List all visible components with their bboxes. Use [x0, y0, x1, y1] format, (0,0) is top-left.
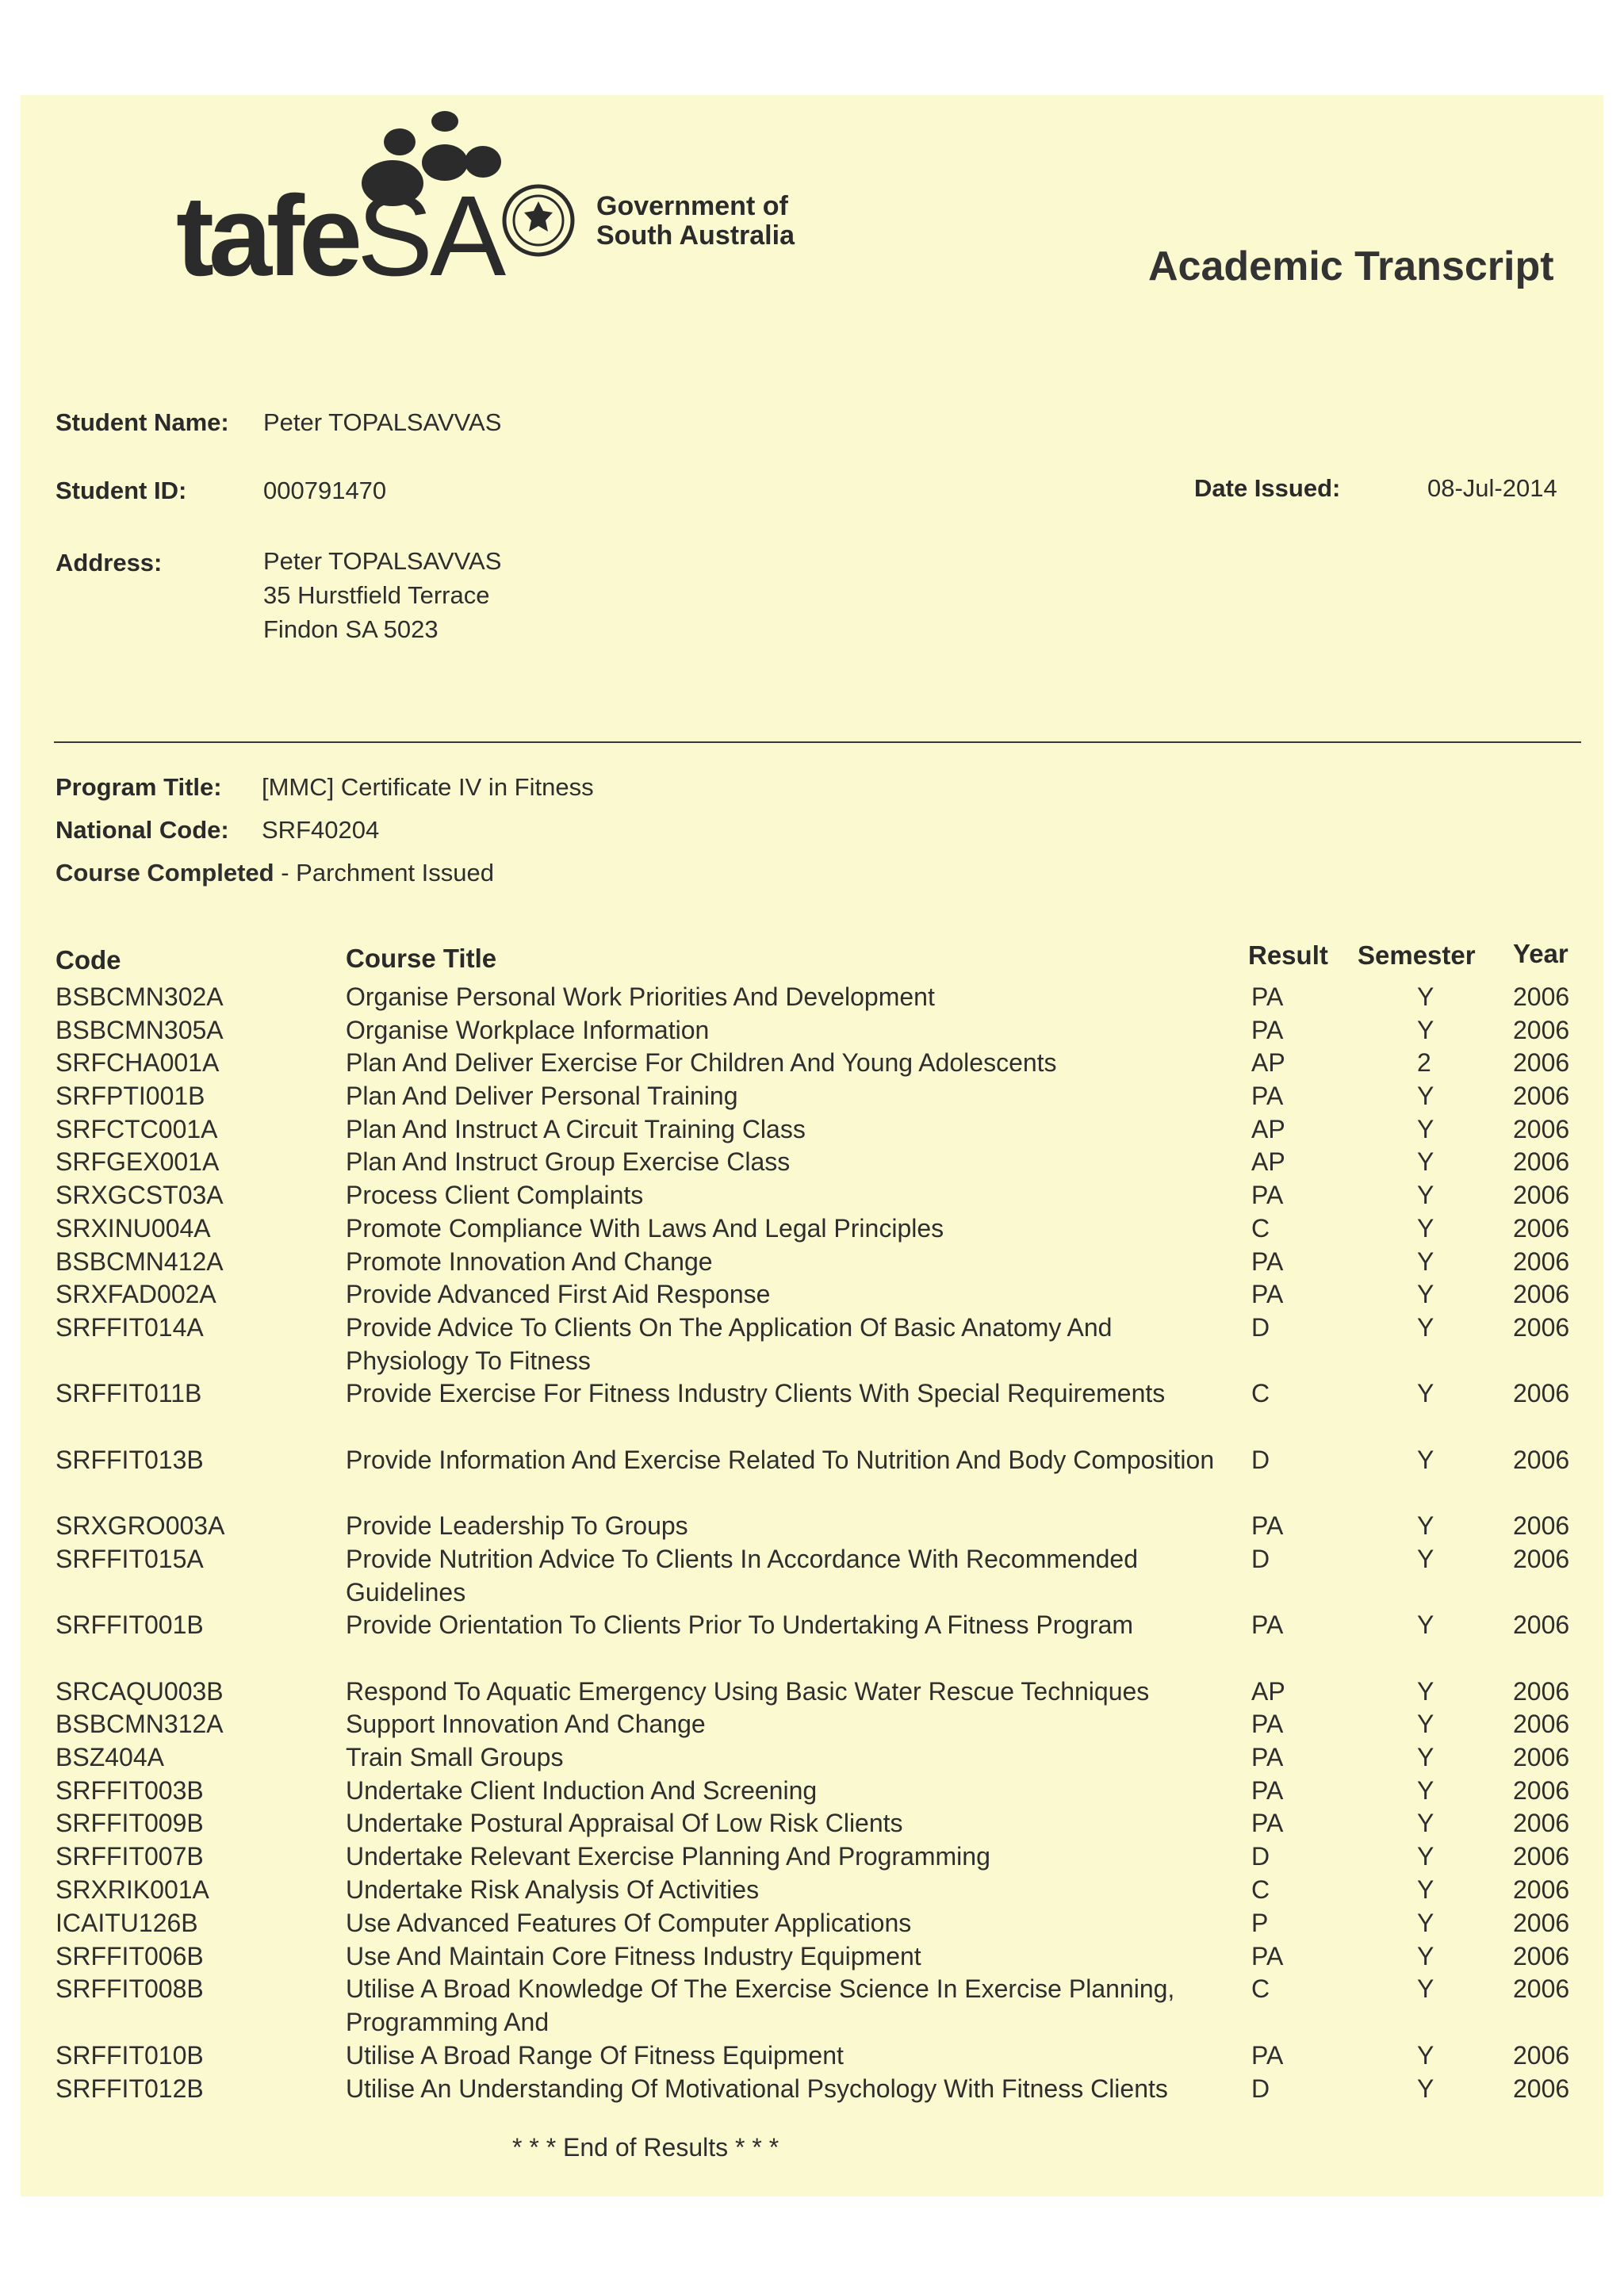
table-row	[0, 1906, 1624, 1940]
semester: Y	[1417, 1842, 1434, 1871]
unit-code: SRFFIT011B	[56, 1379, 202, 1407]
student-id-label: Student ID:	[56, 477, 187, 504]
result: PA	[1251, 1181, 1284, 1209]
course-title: Utilise A Broad Knowledge Of The Exercise Science In Exercise Planning, Programming And	[346, 1974, 1175, 2036]
result: D	[1251, 1446, 1270, 1474]
semester: Y	[1417, 1909, 1434, 1937]
address-label: Address:	[56, 549, 163, 576]
course-title: Use And Maintain Core Fitness Industry Equipment	[346, 1942, 921, 1970]
col-header-course-title: Course Title	[346, 944, 497, 973]
result: C	[1251, 1214, 1270, 1243]
date-issued: 08-Jul-2014	[1427, 474, 1557, 502]
course-status-rest: - Parchment Issued	[274, 859, 495, 887]
semester: Y	[1417, 1610, 1434, 1639]
result: D	[1251, 1545, 1270, 1573]
table-row	[0, 1443, 1624, 1476]
col-header-year: Year	[1513, 939, 1568, 968]
semester: Y	[1417, 1677, 1434, 1706]
semester: Y	[1417, 1511, 1434, 1540]
unit-code: SRXFAD002A	[56, 1280, 216, 1308]
result: AP	[1251, 1048, 1285, 1077]
table-row	[0, 1806, 1624, 1840]
course-title: Use Advanced Features Of Computer Applications	[346, 1909, 912, 1937]
logo-dot	[431, 111, 458, 132]
year: 2006	[1513, 2074, 1570, 2103]
year: 2006	[1513, 1048, 1570, 1077]
year: 2006	[1513, 1446, 1570, 1474]
result: PA	[1251, 1942, 1284, 1970]
course-title: Provide Advice To Clients On The Application Of Basic Anatomy And Physiology To Fitness	[346, 1313, 1113, 1375]
unit-code: BSZ404A	[56, 1743, 164, 1771]
semester: Y	[1417, 1379, 1434, 1407]
semester: Y	[1417, 1313, 1434, 1342]
result: C	[1251, 1379, 1270, 1407]
unit-code: SRFFIT009B	[56, 1809, 204, 1837]
semester: Y	[1417, 1016, 1434, 1044]
program-title: [MMC] Certificate IV in Fitness	[262, 773, 594, 801]
result: PA	[1251, 982, 1284, 1011]
table-row	[0, 2039, 1624, 2072]
table-row	[0, 1113, 1624, 1146]
result: C	[1251, 1875, 1270, 1904]
year: 2006	[1513, 1247, 1570, 1276]
result: C	[1251, 1974, 1270, 2003]
result: AP	[1251, 1677, 1285, 1706]
result: PA	[1251, 1776, 1284, 1805]
semester: Y	[1417, 2074, 1434, 2103]
course-title: Process Client Complaints	[346, 1181, 644, 1209]
year: 2006	[1513, 1115, 1570, 1143]
table-row	[0, 1145, 1624, 1178]
unit-code: SRFPTI001B	[56, 1082, 205, 1110]
year: 2006	[1513, 1710, 1570, 1738]
result: PA	[1251, 1743, 1284, 1771]
semester: Y	[1417, 1446, 1434, 1474]
semester: Y	[1417, 1809, 1434, 1837]
student-name: Peter TOPALSAVVAS	[263, 408, 502, 436]
national-code-label: National Code:	[56, 816, 229, 844]
section-divider	[54, 741, 1581, 743]
semester: Y	[1417, 982, 1434, 1011]
unit-code: SRFFIT003B	[56, 1776, 204, 1805]
unit-code: SRXRIK001A	[56, 1875, 209, 1904]
table-row	[0, 1940, 1624, 1973]
year: 2006	[1513, 1809, 1570, 1837]
end-of-results: * * * End of Results * * *	[512, 2133, 779, 2162]
semester: 2	[1417, 1048, 1431, 1077]
year: 2006	[1513, 1909, 1570, 1937]
year: 2006	[1513, 1511, 1570, 1540]
year: 2006	[1513, 2041, 1570, 2070]
year: 2006	[1513, 1082, 1570, 1110]
student-name-label: Student Name:	[56, 408, 229, 436]
course-title: Provide Advanced First Aid Response	[346, 1280, 771, 1308]
year: 2006	[1513, 1147, 1570, 1176]
table-row	[0, 1245, 1624, 1278]
table-row	[0, 1046, 1624, 1079]
table-row	[0, 1178, 1624, 1212]
unit-code: BSBCMN305A	[56, 1016, 224, 1044]
year: 2006	[1513, 1776, 1570, 1805]
result: D	[1251, 1313, 1270, 1342]
course-status-bold: Course Completed	[56, 859, 274, 887]
address-block	[263, 544, 501, 646]
result: AP	[1251, 1147, 1285, 1176]
table-row	[0, 1013, 1624, 1047]
course-title: Utilise A Broad Range Of Fitness Equipment	[346, 2041, 844, 2070]
unit-code: SRFFIT008B	[56, 1974, 204, 2003]
year: 2006	[1513, 1842, 1570, 1871]
unit-code: SRCAQU003B	[56, 1677, 224, 1706]
course-title: Organise Personal Work Priorities And Development	[346, 982, 935, 1011]
course-title: Plan And Deliver Exercise For Children And Young Adolescents	[346, 1048, 1057, 1077]
table-row	[0, 1212, 1624, 1245]
course-title: Undertake Postural Appraisal Of Low Risk Clients	[346, 1809, 903, 1837]
unit-code: SRFFIT015A	[56, 1545, 204, 1573]
unit-code: SRFFIT012B	[56, 2074, 204, 2103]
unit-code: ICAITU126B	[56, 1909, 198, 1937]
program-title-label: Program Title:	[56, 773, 222, 801]
unit-code: SRFFIT013B	[56, 1446, 204, 1474]
course-title: Provide Orientation To Clients Prior To Undertaking A Fitness Program	[346, 1610, 1134, 1639]
unit-code: SRXGRO003A	[56, 1511, 225, 1540]
unit-code: SRFGEX001A	[56, 1147, 220, 1176]
year: 2006	[1513, 1942, 1570, 1970]
address-line: Findon SA 5023	[263, 615, 439, 643]
table-row	[0, 1707, 1624, 1741]
year: 2006	[1513, 1743, 1570, 1771]
course-title: Provide Nutrition Advice To Clients In Accordance With Recommended Guidelines	[346, 1545, 1138, 1607]
unit-code: SRFFIT001B	[56, 1610, 204, 1639]
table-row	[0, 1377, 1624, 1410]
unit-code: SRXGCST03A	[56, 1181, 224, 1209]
semester: Y	[1417, 1776, 1434, 1805]
semester: Y	[1417, 1181, 1434, 1209]
course-title: Promote Innovation And Change	[346, 1247, 713, 1276]
course-title: Plan And Instruct A Circuit Training Class	[346, 1115, 806, 1143]
course-title: Promote Compliance With Laws And Legal Principles	[346, 1214, 944, 1243]
table-row	[0, 1741, 1624, 1774]
course-title: Plan And Instruct Group Exercise Class	[346, 1147, 791, 1176]
unit-code: SRFCHA001A	[56, 1048, 220, 1077]
unit-code: BSBCMN412A	[56, 1247, 224, 1276]
unit-code: SRFCTC001A	[56, 1115, 218, 1143]
year: 2006	[1513, 1280, 1570, 1308]
semester: Y	[1417, 1280, 1434, 1308]
result: PA	[1251, 1809, 1284, 1837]
result: PA	[1251, 1511, 1284, 1540]
result: PA	[1251, 1280, 1284, 1308]
address-line: 35 Hurstfield Terrace	[263, 581, 490, 609]
year: 2006	[1513, 1610, 1570, 1639]
semester: Y	[1417, 1942, 1434, 1970]
result: PA	[1251, 1016, 1284, 1044]
address-line: Peter TOPALSAVVAS	[263, 547, 502, 575]
col-header-result: Result	[1248, 940, 1328, 970]
table-row	[0, 1873, 1624, 1906]
result: D	[1251, 2074, 1270, 2103]
course-title: Provide Exercise For Fitness Industry Clients With Special Requirements	[346, 1379, 1166, 1407]
course-title: Respond To Aquatic Emergency Using Basic Water Rescue Techniques	[346, 1677, 1150, 1706]
semester: Y	[1417, 1214, 1434, 1243]
table-row	[0, 1311, 1624, 1375]
year: 2006	[1513, 1875, 1570, 1904]
result: PA	[1251, 1082, 1284, 1110]
col-header-semester: Semester	[1358, 940, 1476, 970]
course-title: Plan And Deliver Personal Training	[346, 1082, 738, 1110]
year: 2006	[1513, 1545, 1570, 1573]
year: 2006	[1513, 1016, 1570, 1044]
year: 2006	[1513, 1313, 1570, 1342]
logo-wordmark: tafeSA	[176, 172, 504, 300]
unit-code: SRFFIT006B	[56, 1942, 204, 1970]
table-row	[0, 1542, 1624, 1607]
year: 2006	[1513, 1214, 1570, 1243]
course-title: Undertake Relevant Exercise Planning And Programming	[346, 1842, 990, 1871]
unit-code: SRFFIT010B	[56, 2041, 204, 2070]
semester: Y	[1417, 1545, 1434, 1573]
unit-code: BSBCMN302A	[56, 982, 224, 1011]
government-of-south-australia: Government of South Australia	[596, 191, 795, 251]
course-title: Organise Workplace Information	[346, 1016, 710, 1044]
table-row	[0, 1608, 1624, 1641]
result: PA	[1251, 1710, 1284, 1738]
unit-code: SRFFIT014A	[56, 1313, 204, 1342]
semester: Y	[1417, 1875, 1434, 1904]
table-row	[0, 980, 1624, 1013]
course-title: Support Innovation And Change	[346, 1710, 706, 1738]
tafesa-logo	[152, 111, 660, 300]
semester: Y	[1417, 1743, 1434, 1771]
course-title: Provide Leadership To Groups	[346, 1511, 688, 1540]
course-title: Train Small Groups	[346, 1743, 564, 1771]
table-row	[0, 1079, 1624, 1113]
course-title: Utilise An Understanding Of Motivational Psychology With Fitness Clients	[346, 2074, 1168, 2103]
document-title: Academic Transcript	[1148, 243, 1554, 289]
student-id: 000791470	[263, 477, 387, 504]
government-seal-icon	[502, 184, 575, 257]
table-row	[0, 2072, 1624, 2105]
result: PA	[1251, 1610, 1284, 1639]
year: 2006	[1513, 982, 1570, 1011]
semester: Y	[1417, 1974, 1434, 2003]
year: 2006	[1513, 1677, 1570, 1706]
semester: Y	[1417, 1082, 1434, 1110]
table-row	[0, 1774, 1624, 1807]
table-row	[0, 1509, 1624, 1542]
table-row	[0, 1840, 1624, 1873]
date-issued-label: Date Issued:	[1194, 474, 1341, 502]
unit-code: SRXINU004A	[56, 1214, 211, 1243]
semester: Y	[1417, 1147, 1434, 1176]
table-row	[0, 1972, 1624, 2036]
table-row	[0, 1675, 1624, 1708]
semester: Y	[1417, 1115, 1434, 1143]
result: PA	[1251, 1247, 1284, 1276]
unit-code: SRFFIT007B	[56, 1842, 204, 1871]
national-code: SRF40204	[262, 816, 380, 844]
col-header-code: Code	[56, 945, 121, 975]
year: 2006	[1513, 1379, 1570, 1407]
course-title: Undertake Risk Analysis Of Activities	[346, 1875, 760, 1904]
result: PA	[1251, 2041, 1284, 2070]
result: P	[1251, 1909, 1269, 1937]
semester: Y	[1417, 2041, 1434, 2070]
semester: Y	[1417, 1710, 1434, 1738]
year: 2006	[1513, 1181, 1570, 1209]
table-row	[0, 1277, 1624, 1311]
logo-dot	[384, 128, 416, 155]
unit-code: BSBCMN312A	[56, 1710, 224, 1738]
result: D	[1251, 1842, 1270, 1871]
course-title: Provide Information And Exercise Related To Nutrition And Body Composition	[346, 1446, 1215, 1474]
result: AP	[1251, 1115, 1285, 1143]
semester: Y	[1417, 1247, 1434, 1276]
course-status	[56, 859, 494, 887]
course-title: Undertake Client Induction And Screening	[346, 1776, 818, 1805]
year: 2006	[1513, 1974, 1570, 2003]
